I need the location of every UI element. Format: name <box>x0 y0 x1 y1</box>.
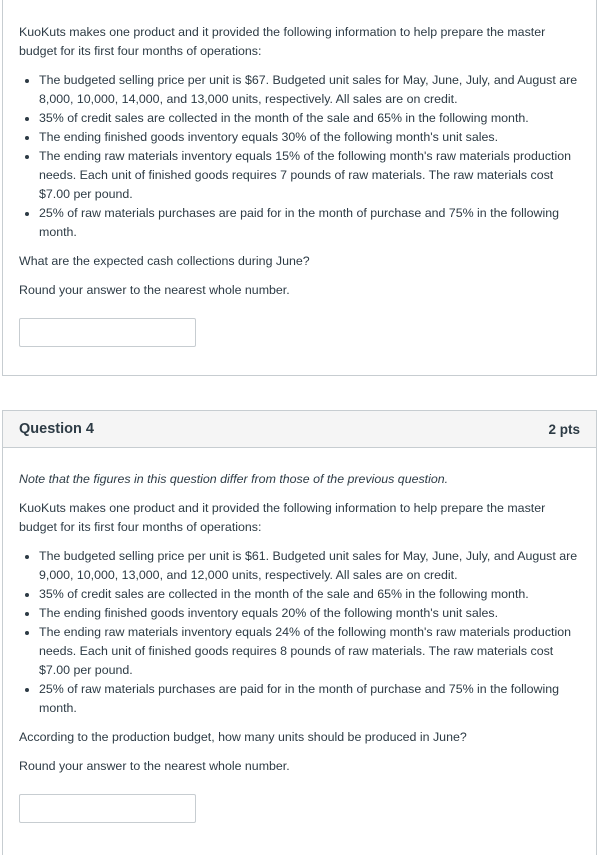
question-4-body <box>3 470 596 823</box>
question-4-card <box>2 410 597 855</box>
question-4-rounding-note: Round your answer to the nearest whole number. <box>19 759 290 773</box>
question-4-points: 2 pts <box>548 421 580 437</box>
list-item: • 25% of raw materials purchases are paid for in the month of purchase and 75% in the following month. <box>39 680 580 718</box>
question-3-rounding-note: Round your answer to the nearest whole number. <box>19 283 290 297</box>
question-4-header <box>3 411 596 448</box>
list-item: • 25% of raw materials purchases are paid for in the month of purchase and 75% in the following month. <box>39 204 580 242</box>
list-item: • The ending finished goods inventory equals 20% of the following month's unit sales. <box>39 604 580 623</box>
list-item: • 35% of credit sales are collected in the month of the sale and 65% in the following month. <box>39 585 580 604</box>
list-item: • 35% of credit sales are collected in the month of the sale and 65% in the following month. <box>39 109 580 128</box>
list-item: • The ending raw materials inventory equals 24% of the following month's raw materials production needs. Each unit of finished goods requires 8 pounds of raw materials. The raw materials cost $7.00 per pound. <box>39 623 580 680</box>
question-4-intro: KuoKuts makes one product and it provided the following information to help prepare the master budget for its first four months of operations: <box>19 501 546 534</box>
list-item: • The budgeted selling price per unit is $67. Budgeted unit sales for May, June, July, and August are 8,000, 10,000, 14,000, and 13,000 units, respectively. All sales are on credit. <box>39 71 580 109</box>
question-3-prompt: What are the expected cash collections during June? <box>19 254 310 268</box>
question-3-card <box>2 0 597 376</box>
question-4-title: Question 4 <box>19 421 94 437</box>
list-item: • The budgeted selling price per unit is $61. Budgeted unit sales for May, June, July, and August are 9,000, 10,000, 13,000, and 12,000 units, respectively. All sales are on credit. <box>39 547 580 585</box>
question-4-note: Note that the figures in this question differ from those of the previous question. <box>19 472 449 486</box>
question-4-answer-input[interactable] <box>19 794 196 823</box>
list-item: • The ending raw materials inventory equals 15% of the following month's raw materials production needs. Each unit of finished goods requires 7 pounds of raw materials. The raw materials cost $7.00 per pound. <box>39 147 580 204</box>
question-4-prompt: According to the production budget, how many units should be produced in June? <box>19 730 467 744</box>
question-3-answer-input[interactable] <box>19 318 196 347</box>
question-4-bullet-list <box>19 547 580 718</box>
question-3-intro: KuoKuts makes one product and it provided the following information to help prepare the master budget for its first four months of operations: <box>19 25 546 58</box>
question-3-body <box>3 23 596 347</box>
list-item: • The ending finished goods inventory equals 30% of the following month's unit sales. <box>39 128 580 147</box>
question-3-bullet-list <box>19 71 580 242</box>
